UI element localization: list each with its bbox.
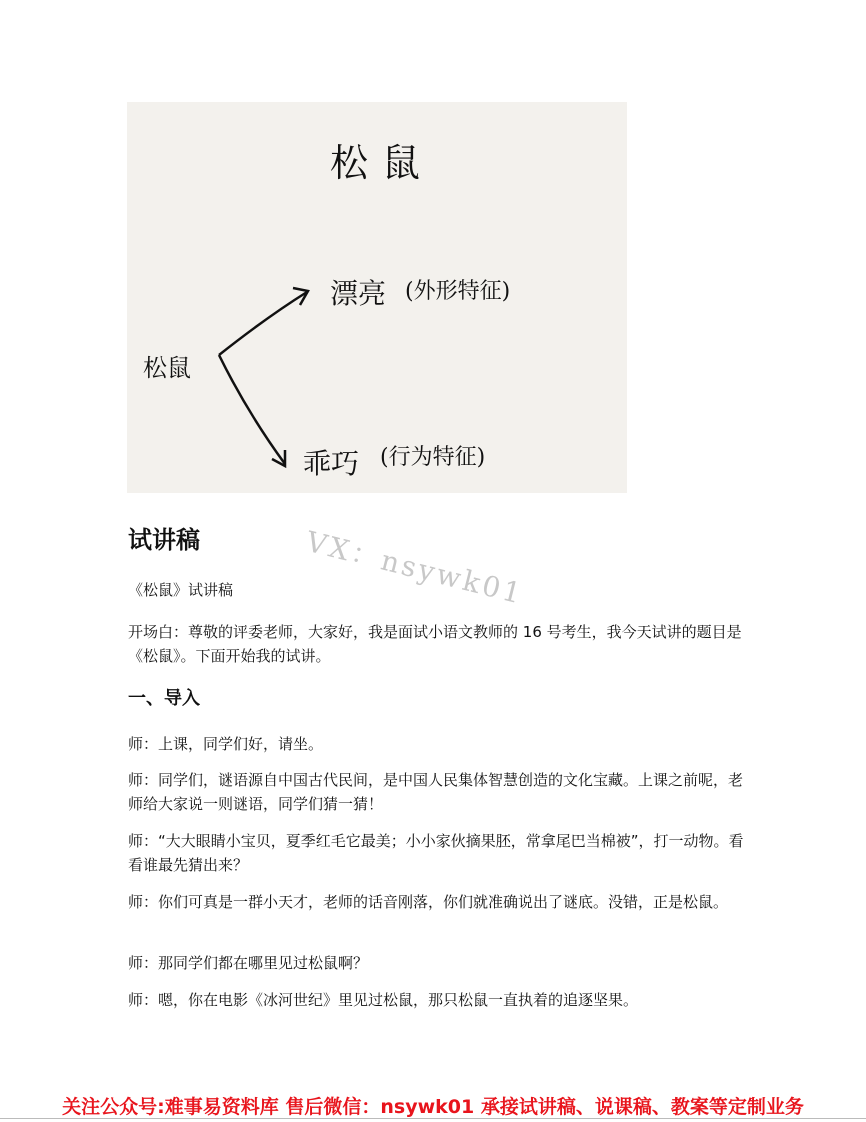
- paragraph: 师：同学们，谜语源自中国古代民间，是中国人民集体智慧创造的文化宝藏。上课之前呢，老师给大家说一则谜语，同学们猜一猜！: [128, 771, 744, 813]
- diagram-branch-1: 漂亮: [330, 277, 387, 310]
- diagram-title: 松鼠: [330, 141, 435, 185]
- blackboard-diagram-image: [127, 102, 627, 493]
- paragraph: 师：“大大眼睛小宝贝，夏季红毛它最美；小小家伙摘果胚，常拿尾巴当棉被”，打一动物。看看谁最先猜出来？: [128, 832, 744, 874]
- paragraph: 师：你们可真是一群小天才，老师的话音刚落，你们就准确说出了谜底。没错，正是松鼠。: [128, 893, 729, 911]
- paragraph: 师：那同学们都在哪里见过松鼠啊？: [128, 954, 369, 972]
- diagram-root: 松鼠: [143, 354, 191, 382]
- paragraph: 师：嗯，你在电影《冰河世纪》里见过松鼠，那只松鼠一直执着的追逐坚果。: [128, 991, 639, 1009]
- diagram-branch-2-note: (行为特征): [380, 445, 486, 470]
- section-heading: 一、导入: [128, 688, 200, 709]
- intro-paragraph: 开场白：尊敬的评委老师，大家好，我是面试小语文教师的 16 号考生，我今天试讲的题目是《松鼠》。下面开始我的试讲。: [128, 623, 742, 665]
- footer-banner: 关注公众号:难事易资料库 售后微信：nsywk01 承接试讲稿、说课稿、教案等定制业务: [62, 1096, 804, 1118]
- watermark: VX：nsywk01: [302, 524, 528, 611]
- diagram-branch-2: 乖巧: [303, 447, 360, 480]
- doc-heading: 试讲稿: [128, 526, 200, 554]
- footer-divider: [0, 1118, 866, 1119]
- doc-subtitle: 《松鼠》试讲稿: [128, 581, 234, 599]
- paragraph: 师：上课，同学们好，请坐。: [128, 735, 324, 753]
- diagram-branch-1-note: (外形特征): [405, 279, 511, 304]
